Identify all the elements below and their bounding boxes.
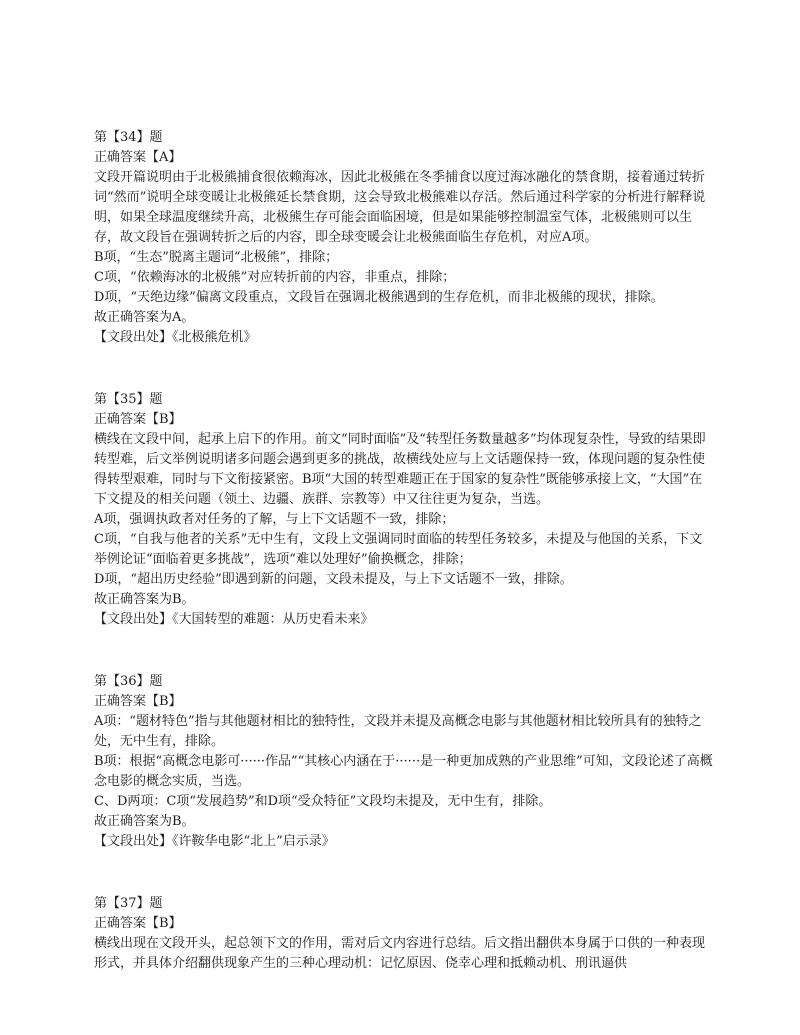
explanation-line: B项：根据“高概念电影可······作品”“其核心内涵在于······是一种更加成熟的产业思维”可知，文段论述了高概念电影的概念实质，当选。 bbox=[94, 754, 713, 789]
question-35 bbox=[94, 390, 714, 630]
passage-source: 【文段出处】《北极熊危机》 bbox=[94, 330, 257, 345]
question-36 bbox=[94, 672, 714, 852]
question-title: 第【34】题 bbox=[94, 130, 163, 145]
question-37 bbox=[94, 894, 714, 974]
correct-answer: 正确答案【B】 bbox=[94, 694, 182, 709]
explanation-line: C项，“依赖海冰的北极熊”对应转折前的内容，非重点，排除； bbox=[94, 270, 456, 285]
document-body bbox=[94, 128, 714, 974]
passage-source: 【文段出处】《大国转型的难题：从历史看未来》 bbox=[94, 612, 374, 627]
explanation-line: 故正确答案为B。 bbox=[94, 592, 195, 607]
explanation-line: A项，强调执政者对任务的了解，与上下文话题不一致，排除； bbox=[94, 512, 455, 527]
question-title: 第【35】题 bbox=[94, 392, 163, 407]
explanation-line: 横线出现在文段开头，起总领下文的作用，需对后文内容进行总结。后文指出翻供本身属于口供的一种表现形式，并具体介绍翻供现象产生的三种心理动机：记忆原因、侥幸心理和抵赖动机、刑讯逼供 bbox=[94, 936, 706, 971]
explanation-line: D项，“天绝边缘”偏离文段重点，文段旨在强调北极熊遇到的生存危机，而非北极熊的现状，排除。 bbox=[94, 290, 664, 305]
explanation-line: C、D两项：C项“发展趋势”和D项“受众特征”文段均未提及，无中生有，排除。 bbox=[94, 794, 552, 809]
correct-answer: 正确答案【B】 bbox=[94, 916, 182, 931]
explanation-line: 故正确答案为A。 bbox=[94, 310, 195, 325]
explanation-line: B项，“生态”脱离主题词“北极熊”，排除； bbox=[94, 250, 339, 265]
explanation-line: 文段开篇说明由于北极熊捕食很依赖海冰，因此北极熊在冬季捕食以度过海冰融化的禁食期，接着通过转折词“然而”说明全球变暖让北极熊延长禁食期，这会导致北极熊难以存活。然后通过科学家的分析进行解释说明，如果全球温度继续升高，北极熊生存可能会面临困境，但是如果能够控制温室气体，北极熊则可以生存，故文段旨在强调转折之后的内容，即全球变暖会让北极熊面临生存危机，对应A项。 bbox=[94, 170, 706, 245]
question-title: 第【36】题 bbox=[94, 674, 163, 689]
explanation-line: D项，“超出历史经验”即遇到新的问题，文段未提及，与上下文话题不一致，排除。 bbox=[94, 572, 573, 587]
question-34 bbox=[94, 128, 714, 348]
explanation-line: C项，“自我与他者的关系”无中生有，文段上文强调同时面临的转型任务较多，未提及与他国的关系，下文举例论证“面临着更多挑战”，选项“难以处理好”偷换概念，排除； bbox=[94, 532, 703, 567]
question-title: 第【37】题 bbox=[94, 896, 163, 911]
explanation-line: 故正确答案为B。 bbox=[94, 814, 195, 829]
correct-answer: 正确答案【A】 bbox=[94, 150, 182, 165]
passage-source: 【文段出处】《许鞍华电影“北上”启示录》 bbox=[94, 834, 335, 849]
explanation-line: 横线在文段中间，起承上启下的作用。前文“同时面临”及“转型任务数量越多”均体现复杂性，导致的结果即转型难，后文举例说明诸多问题会遇到更多的挑战，故横线处应与上文话题保持一致，体现问题的复杂性使得转型艰难，同时与下文衔接紧密。B项“大国的转型难题正在于国家的复杂性”既能够承接上文，“大国”在下文提及的相关问题（领土、边疆、族群、宗教等）中又往往更为复杂，当选。 bbox=[94, 432, 706, 507]
explanation-line: A项：“题材特色”指与其他题材相比的独特性，文段并未提及高概念电影与其他题材相比较所具有的独特之处，无中生有，排除。 bbox=[94, 714, 702, 749]
correct-answer: 正确答案【B】 bbox=[94, 412, 182, 427]
